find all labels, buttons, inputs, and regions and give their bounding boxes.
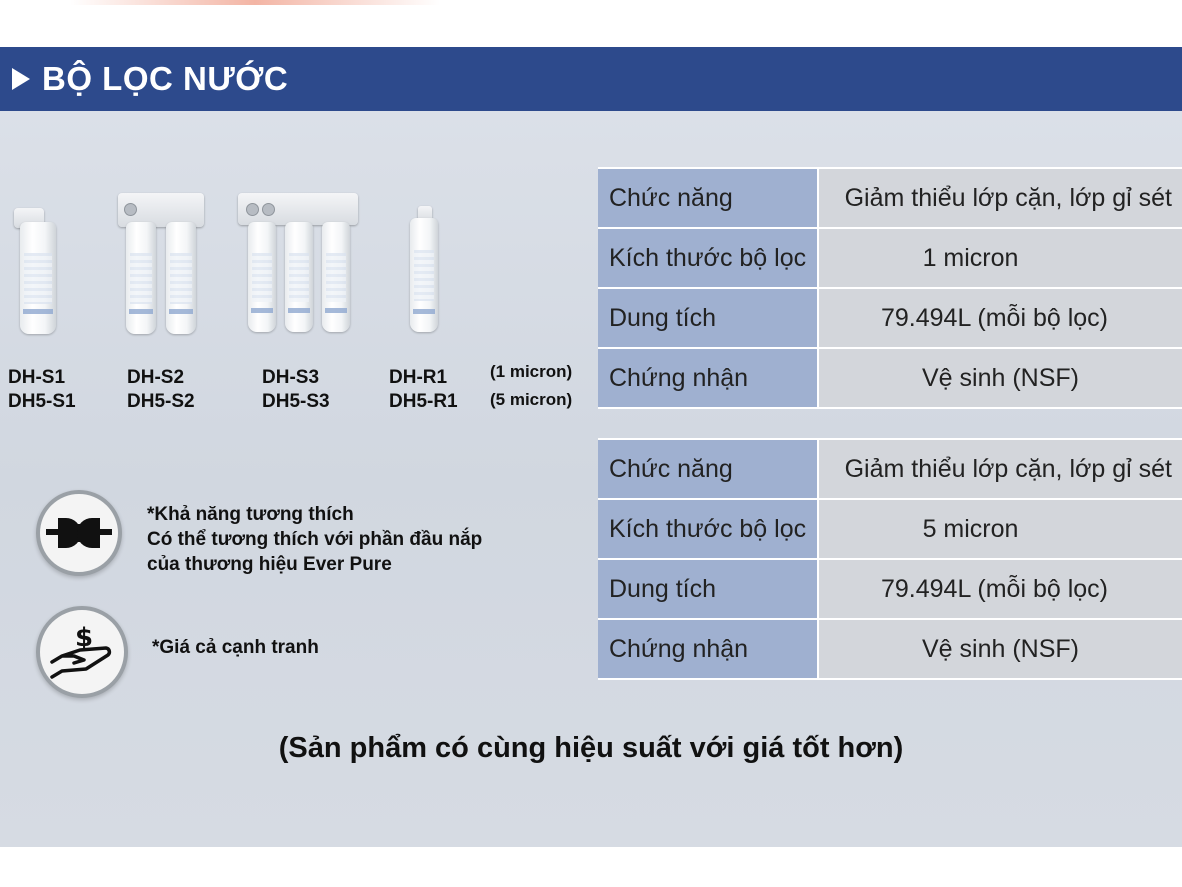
table-row xyxy=(598,288,1182,348)
row-value: Vệ sinh (NSF) xyxy=(818,348,1182,408)
filter-cartridge xyxy=(322,222,350,332)
filter-cartridge xyxy=(248,222,276,332)
filter-cartridge xyxy=(126,222,156,334)
section-header xyxy=(0,47,1182,111)
row-label: Kích thước bộ lọc xyxy=(598,228,818,288)
row-label: Dung tích xyxy=(598,559,818,619)
filter-cartridge xyxy=(410,218,438,332)
footer-note: (Sản phẩm có cùng hiệu suất với giá tốt hơn) xyxy=(278,732,904,764)
table-row xyxy=(598,619,1182,679)
top-accent-line xyxy=(70,0,440,5)
table-row xyxy=(598,499,1182,559)
filter-cartridge xyxy=(285,222,313,332)
row-value: 1 micron xyxy=(818,228,1182,288)
triangle-bullet-icon xyxy=(12,68,30,90)
product-label: DH-S1 DH5-S1 xyxy=(8,367,76,412)
spec-table-1-micron xyxy=(598,167,1182,409)
hand-dollar-icon xyxy=(36,606,128,698)
product-label: DH-S2 DH5-S2 xyxy=(127,367,195,412)
product-label: DH-S3 DH5-S3 xyxy=(262,367,330,412)
row-label: Kích thước bộ lọc xyxy=(598,499,818,559)
row-label: Dung tích xyxy=(598,288,818,348)
feature-price-text: *Giá cả cạnh tranh xyxy=(152,637,319,658)
row-label: Chứng nhận xyxy=(598,619,818,679)
feature-compatibility-text: *Khả năng tương thích Có thể tương thích với phần đầu nắp của thương hiệu Ever Pure xyxy=(147,504,483,575)
row-value: 5 micron xyxy=(818,499,1182,559)
table-row xyxy=(598,439,1182,499)
product-label: DH-R1 DH5-R1 xyxy=(389,367,458,412)
svg-text:$: $ xyxy=(74,623,94,653)
row-label: Chứng nhận xyxy=(598,348,818,408)
filter-cartridge xyxy=(166,222,196,334)
table-row xyxy=(598,348,1182,408)
row-value: Giảm thiểu lớp cặn, lớp gỉ sét xyxy=(818,439,1182,499)
row-value: Giảm thiểu lớp cặn, lớp gỉ sét xyxy=(818,168,1182,228)
table-row xyxy=(598,168,1182,228)
row-value: Vệ sinh (NSF) xyxy=(818,619,1182,679)
micron-note: (1 micron) (5 micron) xyxy=(490,362,573,409)
plug-icon xyxy=(36,490,122,576)
spec-table-5-micron xyxy=(598,438,1182,680)
filter-head xyxy=(238,193,358,225)
table-row xyxy=(598,559,1182,619)
section-title: BỘ LỌC NƯỚC xyxy=(42,60,289,97)
row-label: Chức năng xyxy=(598,168,818,228)
row-value: 79.494L (mỗi bộ lọc) xyxy=(818,288,1182,348)
row-label: Chức năng xyxy=(598,439,818,499)
filter-cartridge xyxy=(20,222,56,334)
table-row xyxy=(598,228,1182,288)
row-value: 79.494L (mỗi bộ lọc) xyxy=(818,559,1182,619)
